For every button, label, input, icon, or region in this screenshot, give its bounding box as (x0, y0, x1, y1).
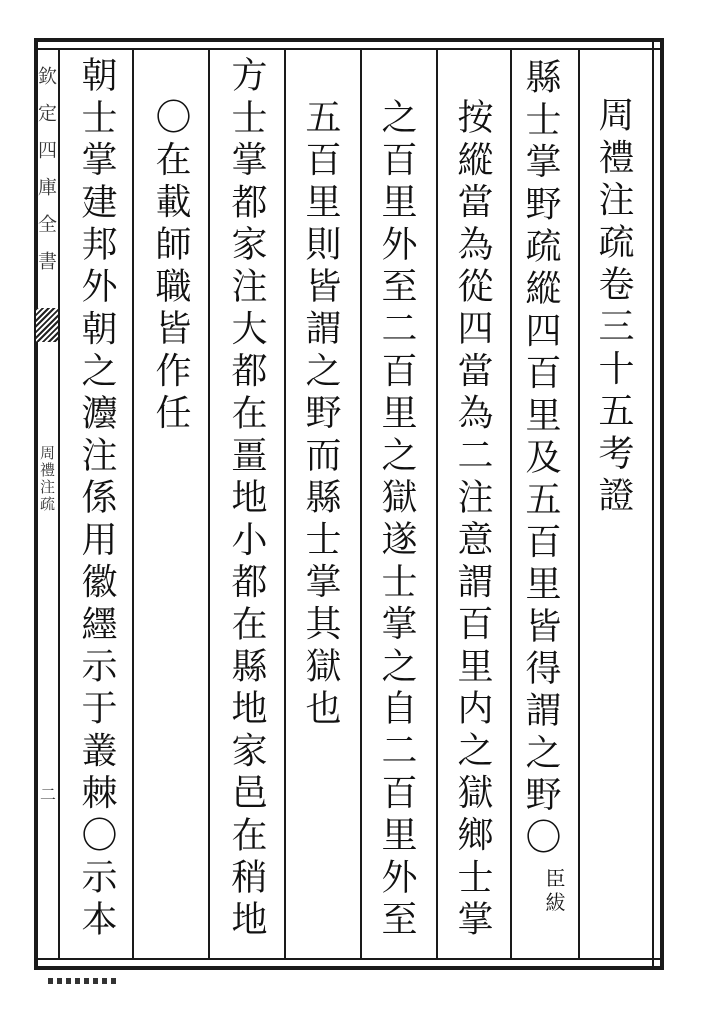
text-column-5: 方士掌都家注大都在畺地小都在縣地家邑在稍地 (226, 56, 267, 943)
column-rule (360, 50, 362, 958)
column-rule (510, 50, 512, 958)
text-column-2: 按縱當為從四當為二注意謂百里内之獄鄉士掌 (452, 98, 493, 942)
text-column-6: 〇在載師職皆作任 (150, 98, 191, 436)
column-rule (284, 50, 286, 958)
gutter-series-title: 欽定四庫全書 (35, 66, 57, 288)
column-rule (208, 50, 210, 958)
frame-bottom-rule (34, 958, 664, 960)
column-rule (578, 50, 580, 958)
gutter-page-number: 二 (39, 785, 56, 804)
column-rule (436, 50, 438, 958)
text-column-3: 之百里外至二百里之獄遂士掌之自二百里外至 (376, 98, 417, 942)
text-column-4: 五百里則皆謂之野而縣士掌其獄也 (300, 98, 341, 731)
gutter-book-title: 周禮注疏 (38, 445, 56, 513)
bottom-print-marks (48, 978, 118, 984)
fishtail-mark-icon (36, 308, 58, 342)
text-column-1: 縣士掌野疏縱四百里及五百里皆得謂之野〇 (520, 58, 561, 860)
column-rule (132, 50, 134, 958)
page-frame (34, 38, 664, 970)
editor-annotation: 臣紱 (542, 868, 566, 916)
frame-right-rule (652, 38, 654, 970)
chapter-title: 周禮注疏卷三十五考證 (593, 96, 634, 518)
text-column-7: 朝士掌建邦外朝之灋注係用徽纆示于叢棘〇示本 (76, 56, 117, 943)
frame-top-rule (34, 48, 664, 50)
